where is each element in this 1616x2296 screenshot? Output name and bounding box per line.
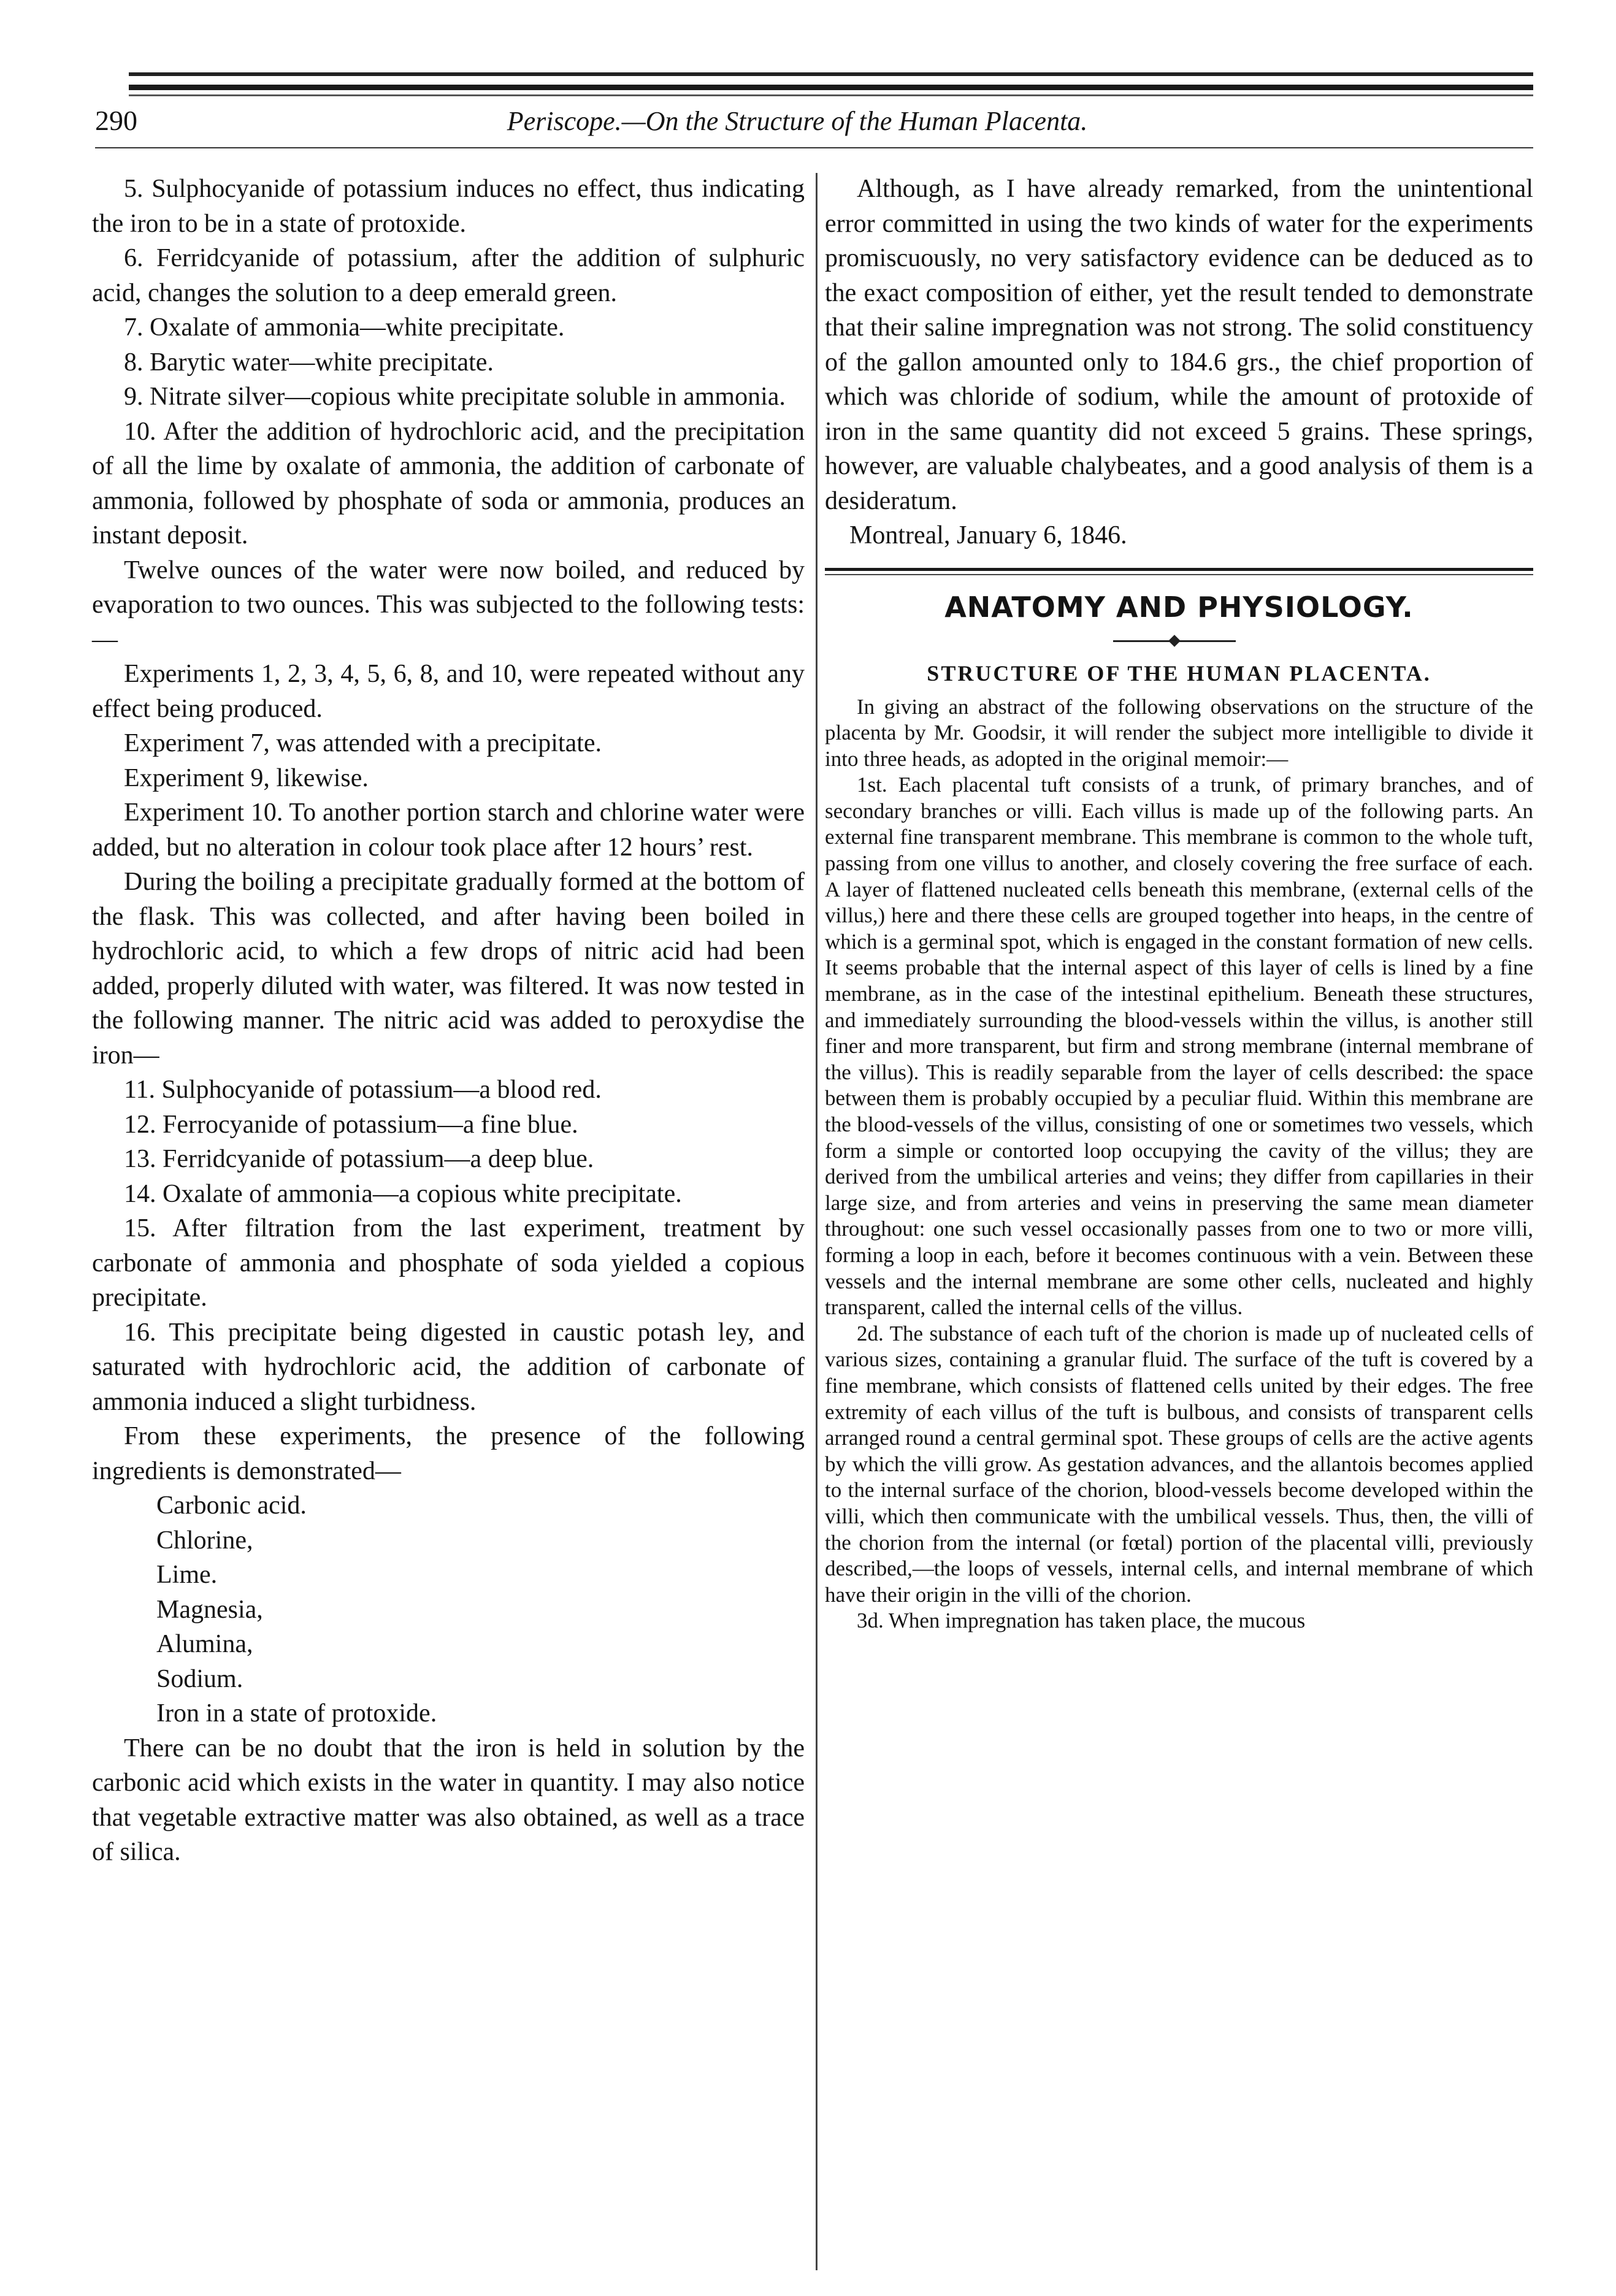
- paragraph: 11. Sulphocyanide of potassium—a blood red.: [124, 1076, 602, 1104]
- paragraph: In giving an abstract of the following observations on the structure of the placenta by Mr. Goodsir, it will render the subject more intelligible to divide it into three heads, as adopted in the original memoir:—: [825, 694, 1533, 771]
- paragraph: 12. Ferrocyanide of potassium—a fine blue.: [124, 1110, 578, 1139]
- paragraph: 2d. The substance of each tuft of the chorion is made up of nucleated cells of various sizes, containing a granular fluid. The surface of the tuft is covered by a fine membrane, which consists of flattened cells united by their edges. The free extremity of each villus of the tuft is bulbous, and consists of transparent cells arranged round a central germinal spot. These groups of cells are the active agents by which the villi grow. As gestation advances, and the allantois becomes applied to the internal surface of the chorion, blood-vessels become developed within the villi, which then communicate with the umbilical vessels. Thus, then, the villi of the chorion from the internal (or fœtal) portion of the placental villi, previously described,—the loops of vessels, internal cells, and internal membrane of which have their origin in the villi of the chorion.: [825, 1321, 1533, 1607]
- top-rule-thick: [129, 85, 1533, 90]
- ingredient-item: Chlorine,: [156, 1526, 253, 1555]
- ingredient-item: Sodium.: [156, 1664, 243, 1693]
- paragraph: There can be no doubt that the iron is held in solution by the carbonic acid which exists in the water in quantity. I may also notice that vegetable extractive matter was also obtained, as well as a trace of silica.: [92, 1734, 805, 1866]
- paragraph: 15. After filtration from the last experiment, treatment by carbonate of ammonia and phosphate of soda yielded a copious precipitate.: [92, 1214, 805, 1312]
- column-divider: [816, 173, 818, 2270]
- section-rule: [825, 568, 1533, 571]
- paragraph: 6. Ferridcyanide of potassium, after the addition of sulphuric acid, changes the solution to a deep emerald green.: [92, 244, 805, 307]
- top-rule: [129, 72, 1533, 76]
- ingredient-item: Alumina,: [156, 1630, 253, 1658]
- paragraph: From these experiments, the presence of the following ingredients is demonstrated—: [92, 1422, 805, 1485]
- paragraph: 1st. Each placental tuft consists of a trunk, of primary branches, and of secondary branches or villi. Each villus is made up of the following parts. An external fine transparent membrane. This membrane is common to the whole tuft, passing from one villus to another, and closely covering the free surface of each. A layer of flattened nucleated cells beneath this membrane, (external cells of the villus,) here and there these cells are grouped together into heaps, in the centre of which is a germinal spot, which is engaged in the constant formation of new cells. It seems probable that the internal aspect of this layer of cells is lined by a fine membrane, as in the case of the intestinal epithelium. Beneath these structures, and immediately surrounding the blood-vessels within the villus, is another still finer and more transparent, but firm and strong membrane (internal membrane of the villus). This is readily separable from the layer of cells described: the space between them is probably occupied by a peculiar fluid. Within this membrane are the blood-vessels of the villus, consisting of one or sometimes two vessels, which form a simple or contorted loop occupying the cavity of the villus; they are derived from the umbilical arteries and veins; they differ from capillaries in their large size, and from arteries and veins in preserving the same mean diameter throughout: one such vessel occasionally passes from one to two or more villi, forming a loop in each, before it becomes continuous with a vein. Between these vessels and the internal membrane are some other cells, nucleated and highly transparent, called the internal cells of the villus.: [825, 773, 1533, 1320]
- ingredient-item: Magnesia,: [156, 1595, 263, 1624]
- paragraph: Experiment 9, likewise.: [124, 763, 369, 792]
- paragraph: 7. Oxalate of ammonia—white precipitate.: [124, 313, 565, 342]
- ingredient-item: Carbonic acid.: [156, 1491, 307, 1520]
- running-head: Periscope.—On the Structure of the Human Placenta.: [507, 106, 1088, 136]
- dateline: Montreal, January 6, 1846.: [849, 521, 1127, 549]
- paragraph: 9. Nitrate silver—copious white precipitate soluble in ammonia.: [124, 383, 786, 411]
- paragraph: Experiments 1, 2, 3, 4, 5, 6, 8, and 10, were repeated without any effect being produced.: [92, 660, 805, 723]
- paragraph: 3d. When impregnation has taken place, the mucous: [857, 1609, 1306, 1633]
- paragraph: 14. Oxalate of ammonia—a copious white precipitate.: [124, 1179, 682, 1208]
- header-rule: [95, 147, 1533, 148]
- section-heading: ANATOMY AND PHYSIOLOGY.: [944, 590, 1414, 624]
- paragraph: Although, as I have already remarked, from the unintentional error committed in using the two kinds of water for the experiments promiscuously, no very satisfactory evidence can be deduced as to the exact composition of either, yet the result tended to demonstrate that their saline impregnation was not strong. The solid constituency of the gallon amounted only to 184.6 grs., the chief proportion of which was chloride of sodium, while the amount of protoxide of iron in the same quantity did not exceed 5 grains. These springs, however, are valuable chalybeates, and a good analysis of them is a desideratum.: [825, 175, 1533, 515]
- ornament-rule: [825, 632, 1533, 650]
- paragraph: 10. After the addition of hydrochloric acid, and the precipitation of all the lime by oxalate of ammonia, the addition of carbonate of ammonia, followed by phosphate of soda or ammonia, produces an instant deposit.: [92, 417, 805, 549]
- right-column: [825, 172, 1533, 1634]
- paragraph: 16. This precipitate being digested in caustic potash ley, and saturated with hydrochloric acid, the addition of carbonate of ammonia induced a slight turbidness.: [92, 1318, 805, 1416]
- article-title: STRUCTURE OF THE HUMAN PLACENTA.: [927, 660, 1431, 686]
- paragraph: 13. Ferridcyanide of potassium—a deep blue.: [124, 1145, 594, 1173]
- paragraph: 8. Barytic water—white precipitate.: [124, 348, 494, 377]
- paragraph: Experiment 10. To another portion starch and chlorine water were added, but no alteration in colour took place after 12 hours’ rest.: [92, 798, 805, 862]
- paragraph: Experiment 7, was attended with a precipitate.: [124, 729, 602, 757]
- ingredient-item: Lime.: [156, 1561, 218, 1589]
- ingredient-item: Iron in a state of protoxide.: [156, 1699, 437, 1728]
- paragraph: 5. Sulphocyanide of potassium induces no effect, thus indicating the iron to be in a state of protoxide.: [92, 175, 805, 238]
- paragraph: During the boiling a precipitate gradually formed at the bottom of the flask. This was collected, and after having been boiled in hydrochloric acid, to which a few drops of nitric acid had been added, properly diluted with water, was filtered. It was now tested in the following manner. The nitric acid was added to peroxydise the iron—: [92, 868, 805, 1070]
- page-number: 290: [95, 105, 137, 136]
- top-rule-thin: [129, 94, 1533, 96]
- paragraph: Twelve ounces of the water were now boiled, and reduced by evaporation to two ounces. This was subjected to the following tests:—: [92, 556, 805, 654]
- left-column: [92, 172, 805, 1870]
- section-rule-thin: [825, 574, 1533, 575]
